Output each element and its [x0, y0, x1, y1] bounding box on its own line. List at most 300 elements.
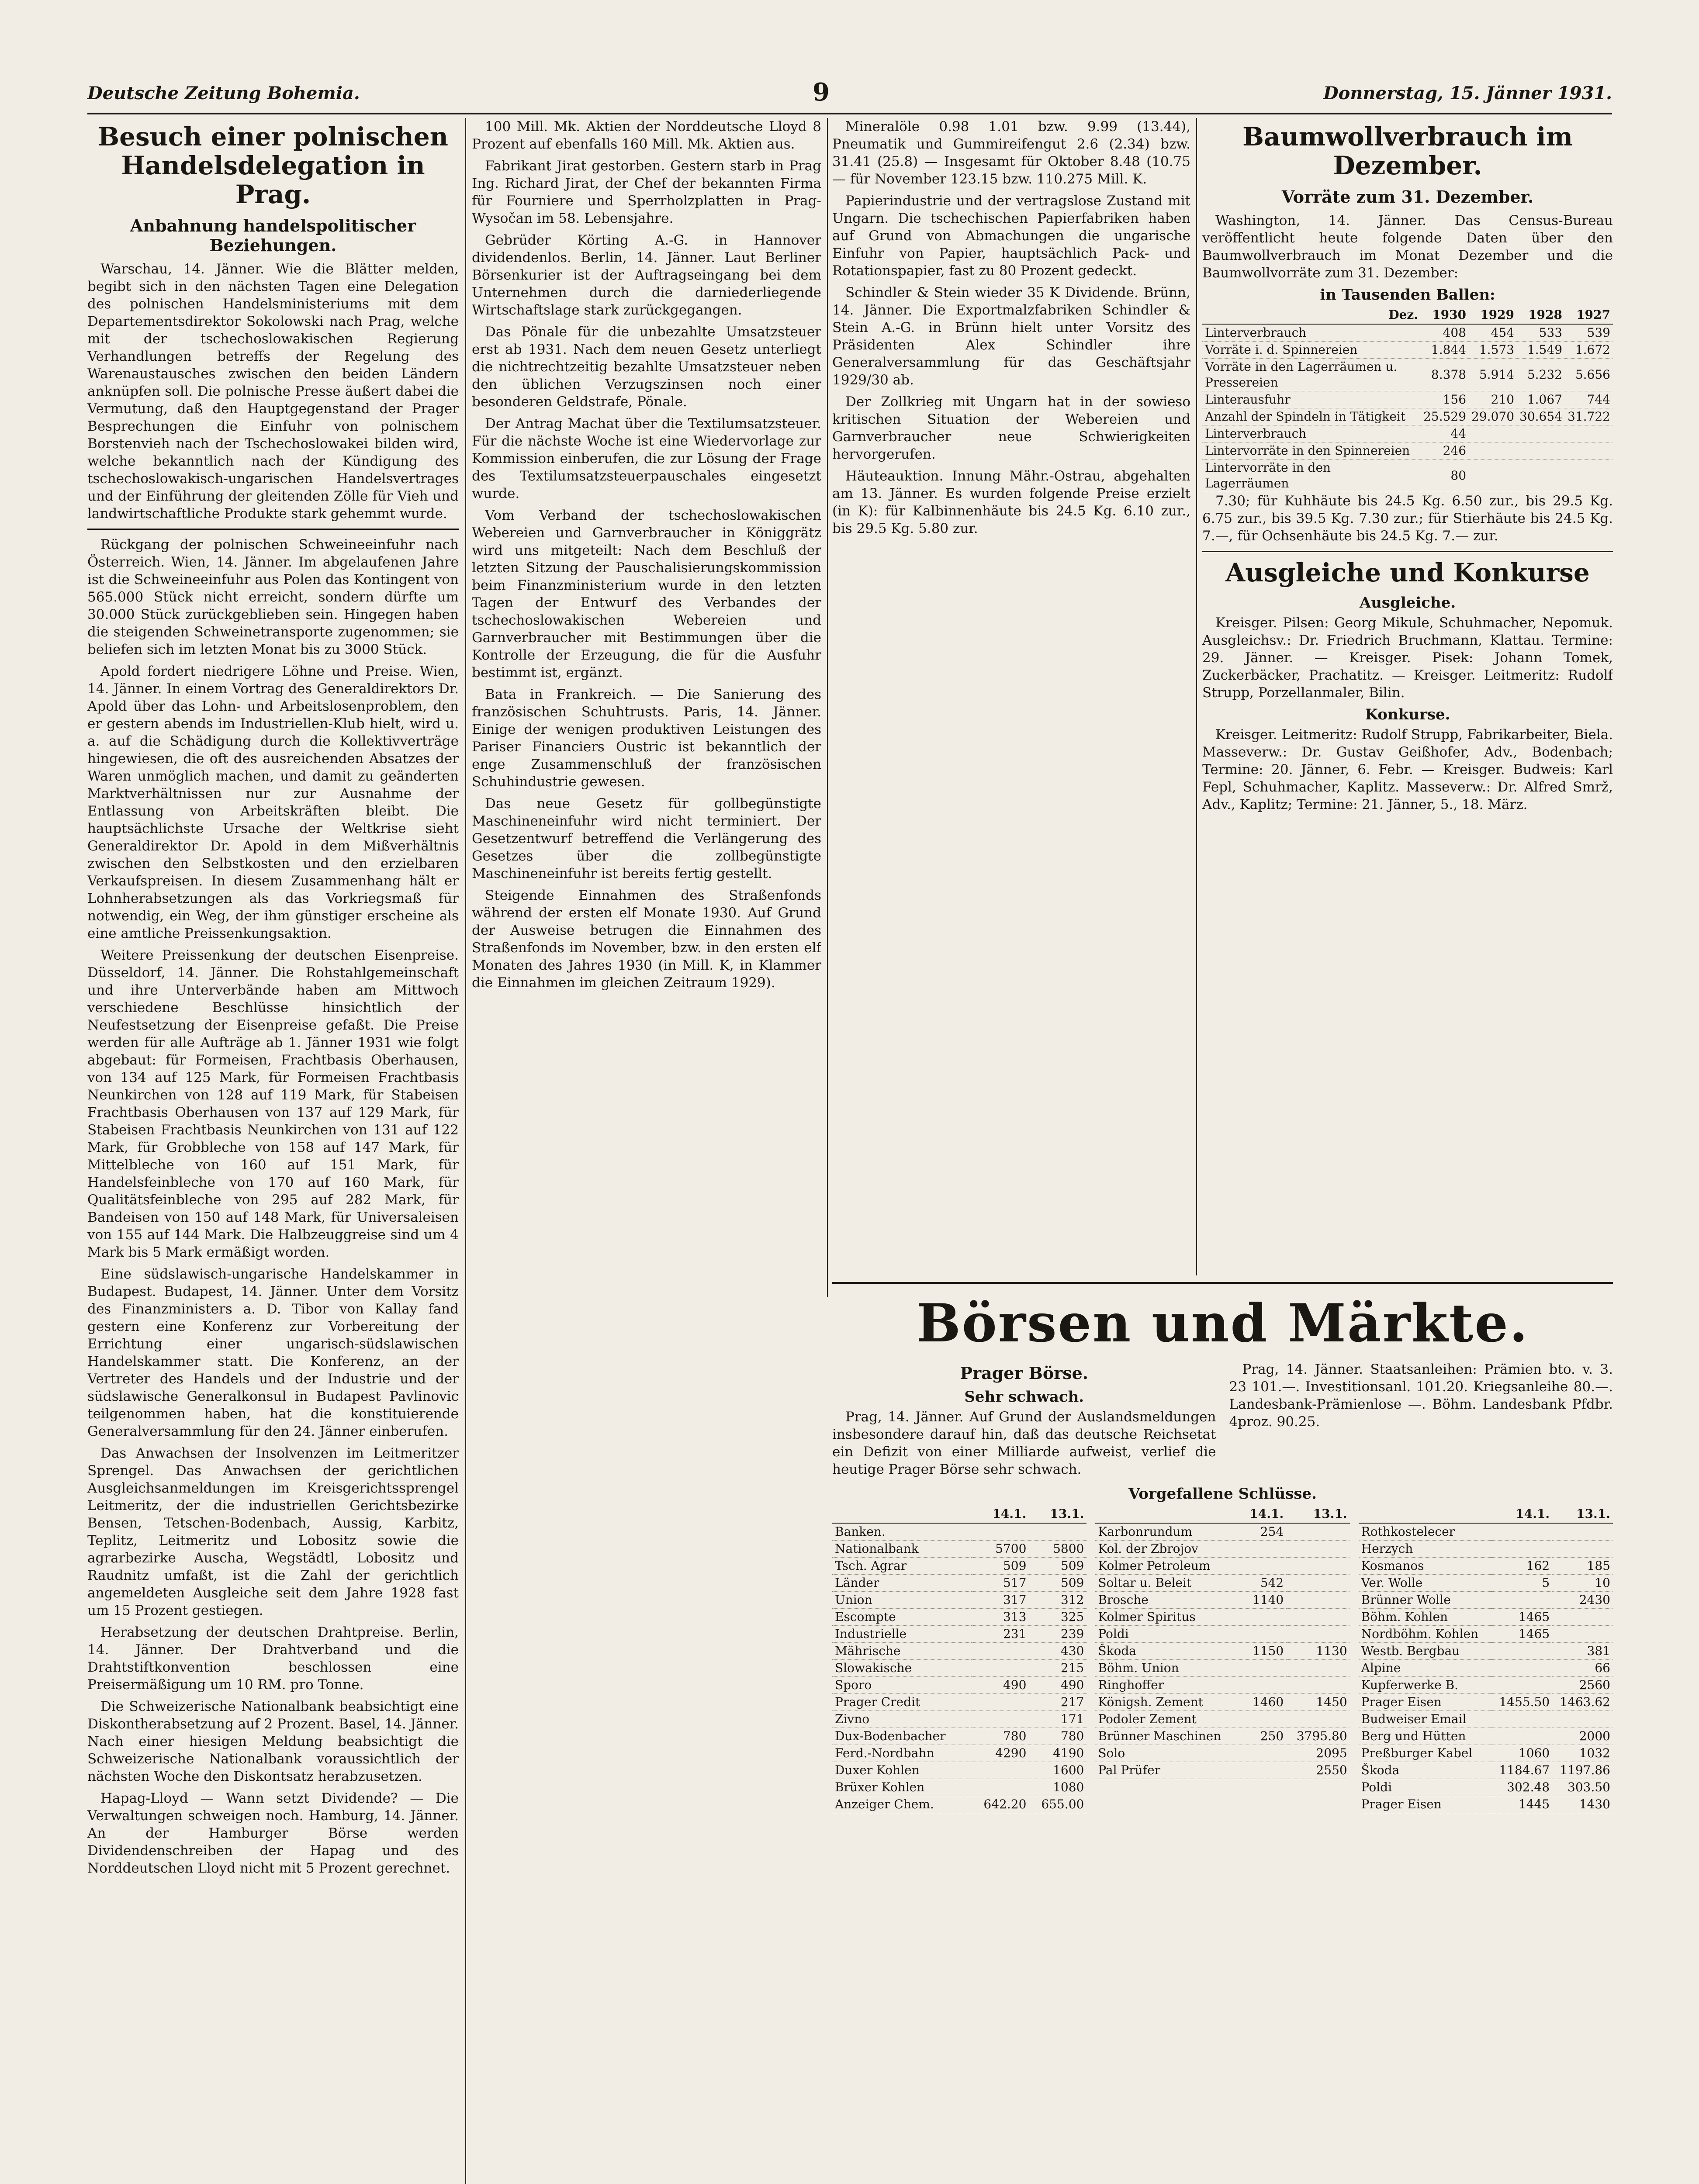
- table-cell: Dux-Bodenbacher: [832, 1728, 971, 1745]
- table-cell: 5800: [1029, 1541, 1087, 1558]
- table-cell: [1565, 425, 1613, 442]
- table-row: [832, 1796, 1087, 1813]
- table-row: [1359, 1523, 1613, 1541]
- table-header: 1930: [1421, 306, 1469, 324]
- article-paragraph: Die Schweizerische Nationalbank beabsichtigt eine Diskontherabsetzung auf 2 Prozent. Basel, 14. Jänner. Nach einer hiesigen Meldung beabsichtigt die Schweizerische Nationalbank voraussichtlich der nächsten Woche den Diskontsatz herabzusetzen.: [87, 1699, 459, 1784]
- table-cell: 1130: [1286, 1643, 1350, 1660]
- table-header: Dez.: [1202, 306, 1421, 324]
- table-cell: [1242, 1626, 1286, 1643]
- table-cell: 5.914: [1469, 359, 1517, 391]
- subhead-konkurse: Konkurse.: [1365, 706, 1450, 723]
- table-cell: [1517, 460, 1565, 492]
- table-cell: Herzych: [1359, 1541, 1492, 1558]
- section-title: Börsen und Märkte.: [916, 1292, 1529, 1354]
- table-cell: Anzahl der Spindeln in Tätigkeit: [1202, 408, 1421, 425]
- table-cell: [1242, 1745, 1286, 1762]
- table-cell: Kupferwerke B.: [1359, 1677, 1492, 1694]
- table-cell: Podoler Zement: [1095, 1711, 1242, 1728]
- table-cell: 302.48: [1491, 1779, 1552, 1796]
- column-rule: [827, 118, 828, 1297]
- table-cell: Vorräte in den Lagerräumen u. Pressereien: [1202, 359, 1421, 391]
- table-cell: [1469, 425, 1517, 442]
- stocks-table-left: [832, 1505, 1087, 1813]
- table-cell: 303.50: [1552, 1779, 1613, 1796]
- table-cell: 1455.50: [1491, 1694, 1552, 1711]
- table-cell: [1491, 1523, 1552, 1541]
- table-cell: 66: [1552, 1660, 1613, 1677]
- stocks-title: Vorgefallene Schlüsse.: [1128, 1485, 1317, 1503]
- article-paragraph: Eine südslawisch-ungarische Handelskammer in Budapest. Budapest, 14. Jänner. Unter dem Vorsitz des Finanzministers a. D. Tibor von Kallay fand gestern eine Konferenz zur Vorbereitung der Errichtung einer ungarisch-südslawischen Handelskammer statt. Die Konferenz, an der Vertreter des Handels und der Industrie und der südslawische Generalkonsul in Budapest Pavlinovic teilgenommen haben, hat die konstituierende Generalversammlung für den 24. Jänner einberufen.: [87, 1266, 459, 1439]
- table-header: 13.1.: [1029, 1505, 1087, 1523]
- table-cell: Westb. Bergbau: [1359, 1643, 1492, 1660]
- table-cell: [1242, 1541, 1286, 1558]
- table-row: [1095, 1575, 1350, 1592]
- table-row: [832, 1558, 1087, 1575]
- table-row: [832, 1779, 1087, 1796]
- table-cell: 10: [1552, 1575, 1613, 1592]
- table-cell: [1029, 1523, 1087, 1541]
- table-cell: 1.844: [1421, 342, 1469, 359]
- table-cell: [971, 1523, 1029, 1541]
- table-cell: [1242, 1677, 1286, 1694]
- table-cell: Prager Credit: [832, 1694, 971, 1711]
- table-cell: Alpine: [1359, 1660, 1492, 1677]
- table-row: [1359, 1779, 1613, 1796]
- masthead-rule: [87, 113, 1612, 114]
- table-cell: 5.656: [1565, 359, 1613, 391]
- table-cell: 539: [1565, 324, 1613, 342]
- table-cell: [971, 1779, 1029, 1796]
- article-paragraph: Vom Verband der tschechoslowakischen Webereien und Garnverbraucher in Königgrätz wird uns mitgeteilt: Nach dem Beschluß der letzten Sitzung der Pauschalisierungskommission beim Finanzministerium wurde in den letzten Tagen der Entwurf des Verbandes der tschechoslowakischen Webereien und Garnverbraucher mit Bestimmungen über die Kontrolle der Erzeugung, die für die Ausfuhr bestimmt ist, ergänzt.: [472, 508, 821, 681]
- table-cell: [971, 1643, 1029, 1660]
- table-cell: 1.067: [1517, 391, 1565, 408]
- table-cell: Poldi: [1095, 1626, 1242, 1643]
- table-cell: Brünner Maschinen: [1095, 1728, 1242, 1745]
- table-cell: [1552, 1711, 1613, 1728]
- table-row: [1095, 1626, 1350, 1643]
- stocks-table-middle: [1095, 1505, 1350, 1779]
- table-cell: [1286, 1558, 1350, 1575]
- table-cell: [1491, 1660, 1552, 1677]
- column-2: [472, 118, 821, 2184]
- article-paragraph: Apold fordert niedrigere Löhne und Preise. Wien, 14. Jänner. In einem Vortrag des Generaldirektors Dr. Apold über das Lohn- und Arbeitslosenproblem, den er gestern abends im Industriellen-Klub hielt, wird u. a. auf die Schädigung durch die Kollektivverträge hingewiesen, die oft des ausreichenden Absatzes der Waren unmöglich machen, und damit zu geänderten Marktverhältnissen nur zur Ausnahme der Entlassung von Arbeitskräften bleibt. Die hauptsächlichste Ursache der Weltkrise sieht Generaldirektor Dr. Apold in dem Mißverhältnis zwischen den Selbstkosten und den erzielbaren Verkaufspreisen. In diesem Zusammenhang hält er Lohnherabsetzungen als das Vorkriegsmaß für notwendig, ein Weg, der ihm günstiger erscheine als eine amtliche Preissenkungsaktion.: [87, 663, 459, 941]
- table-cell: 454: [1469, 324, 1517, 342]
- table-cell: [1491, 1592, 1552, 1609]
- article-paragraph: Herabsetzung der deutschen Drahtpreise. Berlin, 14. Jänner. Der Drahtverband und die Drahtstiftkonvention beschlossen eine Preisermäßigung um 10 RM. pro Tonne.: [87, 1624, 459, 1693]
- table-header: 13.1.: [1286, 1505, 1350, 1523]
- table-cell: [1565, 460, 1613, 492]
- table-row: [1095, 1745, 1350, 1762]
- article-paragraph: 100 Mill. Mk. Aktien der Norddeutsche Lloyd 8 Prozent auf ebenfalls 160 Mill. Mk. Aktien aus.: [472, 119, 821, 152]
- stocks-table-right: [1359, 1505, 1613, 1813]
- table-row: [1202, 442, 1613, 460]
- table-row: [832, 1541, 1087, 1558]
- table-cell: 1465: [1491, 1626, 1552, 1643]
- paper-name: Deutsche Zeitung Bohemia.: [87, 83, 360, 104]
- table-cell: Prager Eisen: [1359, 1796, 1492, 1813]
- table-header: 14.1.: [971, 1505, 1029, 1523]
- table-row: [1359, 1762, 1613, 1779]
- table-cell: [1286, 1660, 1350, 1677]
- bourse-text: Prag, 14. Jänner. Auf Grund der Auslandsmeldungen insbesondere darauf hin, daß das deutsche Reichsetat ein Defizit von einer Milliarde aufweist, verlief die heutige Prager Börse sehr schwach.: [832, 1409, 1216, 1477]
- table-cell: 250: [1242, 1728, 1286, 1745]
- subhead-ausgleiche: Ausgleiche.: [1359, 594, 1456, 612]
- article-paragraph: Schindler & Stein wieder 35 K Dividende. Brünn, 14. Jänner. Die Exportmalzfabriken Schindler & Stein A.-G. in Brünn hielt unter Vorsitz des Präsidenten Alex Schindler ihre Generalversammlung für das Geschäftsjahr 1929/30 ab.: [832, 285, 1190, 388]
- table-cell: [1242, 1711, 1286, 1728]
- table-cell: 254: [1242, 1523, 1286, 1541]
- table-row: [1359, 1660, 1613, 1677]
- table-cell: [1242, 1558, 1286, 1575]
- column-rule: [1196, 118, 1197, 1275]
- table-cell: [971, 1711, 1029, 1728]
- table-cell: [1469, 460, 1517, 492]
- table-cell: 30.654: [1517, 408, 1565, 425]
- table-cell: 4190: [1029, 1745, 1087, 1762]
- table-row: [1095, 1711, 1350, 1728]
- table-cell: Länder: [832, 1575, 971, 1592]
- table-row: [1202, 391, 1613, 408]
- table-cell: 217: [1029, 1694, 1087, 1711]
- table-row: [1359, 1728, 1613, 1745]
- table-cell: 1460: [1242, 1694, 1286, 1711]
- table-cell: 246: [1421, 442, 1469, 460]
- table-row: [1095, 1762, 1350, 1779]
- table-cell: Prager Eisen: [1359, 1694, 1492, 1711]
- table-cell: Brosche: [1095, 1592, 1242, 1609]
- article-paragraph: Das neue Gesetz für gollbegünstigte Maschineneinfuhr wird nicht terminiert. Der Gesetzentwurf betreffend die Verlängerung des Gesetzes über die zollbegünstigte Maschineneinfuhr ist bereits fertig gestellt.: [472, 796, 821, 881]
- table-cell: 1450: [1286, 1694, 1350, 1711]
- bourse-section: [832, 1286, 1613, 2184]
- table-cell: 5: [1491, 1575, 1552, 1592]
- table-cell: 5700: [971, 1541, 1029, 1558]
- table-row: [1202, 342, 1613, 359]
- table-row: [1202, 425, 1613, 442]
- table-cell: Duxer Kohlen: [832, 1762, 971, 1779]
- table-row: [1095, 1677, 1350, 1694]
- table-cell: Solo: [1095, 1745, 1242, 1762]
- table-row: [1202, 359, 1613, 391]
- table-cell: 490: [971, 1677, 1029, 1694]
- article-paragraph: Weitere Preissenkung der deutschen Eisenpreise. Düsseldorf, 14. Jänner. Die Rohstahlgemeinschaft und ihre Unterverbände haben am Mittwoch verschiedene Beschlüsse hinsichtlich der Neufestsetzung der Eisenpreise gefaßt. Die Preise werden für alle Aufträge ab 1. Jänner 1931 wie folgt abgebaut: für Formeisen, Frachtbasis Oberhausen, von 134 auf 125 Mark, für Formeisen Frachtbasis Neunkirchen von 128 auf 119 Mark, für Stabeisen Frachtbasis Oberhausen von 137 auf 129 Mark, für Stabeisen Frachtbasis Neunkirchen von 131 auf 122 Mark, für Grobbleche von 158 auf 147 Mark, für Mittelbleche von 160 auf 151 Mark, für Handelsfeinbleche von 170 auf 160 Mark, für Qualitätsfeinbleche von 295 auf 282 Mark, für Bandeisen von 150 auf 148 Mark, für Universaleisen von 155 auf 144 Mark. Die Halbzeuggreise sind um 4 Mark bis 5 Mark ermäßigt worden.: [87, 947, 459, 1260]
- table-cell: Kol. der Zbrojov: [1095, 1541, 1242, 1558]
- table-cell: 509: [1029, 1558, 1087, 1575]
- table-cell: 8.378: [1421, 359, 1469, 391]
- table-cell: [1552, 1523, 1613, 1541]
- table-cell: Königsh. Zement: [1095, 1694, 1242, 1711]
- table-cell: [1286, 1677, 1350, 1694]
- table-cell: [1286, 1626, 1350, 1643]
- table-cell: [1491, 1677, 1552, 1694]
- table-cell: [1286, 1609, 1350, 1626]
- table-cell: 780: [1029, 1728, 1087, 1745]
- table-cell: 642.20: [971, 1796, 1029, 1813]
- article-paragraph: Der Zollkrieg mit Ungarn hat in der sowieso kritischen Situation der Webereien und Garnverbraucher neue Schwierigkeiten hervorgerufen.: [832, 394, 1190, 462]
- table-row: [832, 1728, 1087, 1745]
- table-cell: 1150: [1242, 1643, 1286, 1660]
- table-cell: Kosmanos: [1359, 1558, 1492, 1575]
- table-row: [1095, 1558, 1350, 1575]
- table-cell: Škoda: [1095, 1643, 1242, 1660]
- table-cell: 2000: [1552, 1728, 1613, 1745]
- table-cell: 2430: [1552, 1592, 1613, 1609]
- table-cell: 1465: [1491, 1609, 1552, 1626]
- table-cell: 313: [971, 1609, 1029, 1626]
- table-cell: 3795.80: [1286, 1728, 1350, 1745]
- table-cell: 1.672: [1565, 342, 1613, 359]
- table-row: [1359, 1694, 1613, 1711]
- table-cell: 430: [1029, 1643, 1087, 1660]
- table-cell: [1552, 1626, 1613, 1643]
- table-row: [1095, 1523, 1350, 1541]
- table-cell: Linterausfuhr: [1202, 391, 1421, 408]
- table-row: [832, 1762, 1087, 1779]
- table-cell: Škoda: [1359, 1762, 1492, 1779]
- table-cell: 215: [1029, 1660, 1087, 1677]
- table-row: [832, 1745, 1087, 1762]
- table-header: [1359, 1505, 1492, 1523]
- bourse-sub: Sehr schwach.: [964, 1388, 1084, 1406]
- bourse-text-2: Prag, 14. Jänner. Staatsanleihen: Prämien bto. v. 3. 23 101.—. Investitionsanl. 101.20. Kriegsanleihe 80.—. Landesbank-Prämienlose —. Böhm. Landesbank Pfdbr. 4proz. 90.25.: [1229, 1362, 1613, 1430]
- table-cell: [1242, 1660, 1286, 1677]
- masthead: [87, 78, 1612, 109]
- table-cell: 185: [1552, 1558, 1613, 1575]
- table-cell: 80: [1421, 460, 1469, 492]
- table-cell: Linterverbrauch: [1202, 324, 1421, 342]
- table-cell: [1552, 1609, 1613, 1626]
- table-row: [1095, 1728, 1350, 1745]
- bourse-title: Prager Börse.: [960, 1363, 1088, 1383]
- table-row: [1359, 1796, 1613, 1813]
- table-cell: Rothkostelecer: [1359, 1523, 1492, 1541]
- table-row: [1359, 1626, 1613, 1643]
- table-cell: 1184.67: [1491, 1762, 1552, 1779]
- headline-konkurse: Ausgleiche und Konkurse: [1225, 558, 1590, 587]
- table-row: [1095, 1660, 1350, 1677]
- table-cell: 1032: [1552, 1745, 1613, 1762]
- table-row: [1359, 1745, 1613, 1762]
- subhead-cotton: Vorräte zum 31. Dezember.: [1281, 187, 1534, 207]
- table-cell: Böhm. Kohlen: [1359, 1609, 1492, 1626]
- divider: [87, 529, 459, 530]
- table-row: [1095, 1609, 1350, 1626]
- table-cell: 312: [1029, 1592, 1087, 1609]
- table-cell: 509: [971, 1558, 1029, 1575]
- column-3: [832, 118, 1190, 1275]
- table-row: [832, 1660, 1087, 1677]
- table-cell: [1286, 1575, 1350, 1592]
- table-row: [1359, 1541, 1613, 1558]
- table-cell: Karbonrundum: [1095, 1523, 1242, 1541]
- table-cell: Banken.: [832, 1523, 971, 1541]
- article-paragraph: Der Antrag Machat über die Textilumsatzsteuer. Für die nächste Woche ist eine Wiedervorlage zur Kommission einberufen, die zur Lösung der Frage des Textilumsatzsteuerpauschales eingesetzt wurde.: [472, 416, 821, 501]
- table-cell: 29.070: [1469, 408, 1517, 425]
- table-cell: Anzeiger Chem.: [832, 1796, 971, 1813]
- article-paragraph: Hapag-Lloyd — Wann setzt Dividende? — Die Verwaltungen schweigen noch. Hamburg, 14. Jänner. An der Hamburger Börse werden Dividendenschreiben der Hapag und des Norddeutschen Lloyd nicht mit 5 Prozent gerechnet.: [87, 1790, 459, 1876]
- table-cell: Lintervorräte in den Lagerräumen: [1202, 460, 1421, 492]
- table-cell: 542: [1242, 1575, 1286, 1592]
- table-cell: [1552, 1541, 1613, 1558]
- table-cell: Berg und Hütten: [1359, 1728, 1492, 1745]
- table-cell: [1286, 1592, 1350, 1609]
- table-cell: 2095: [1286, 1745, 1350, 1762]
- table-cell: 25.529: [1421, 408, 1469, 425]
- column-1: [87, 118, 459, 2184]
- table-row: [1202, 460, 1613, 492]
- table-row: [1359, 1575, 1613, 1592]
- table-cell: Slowakische: [832, 1660, 971, 1677]
- table-cell: Ringhoffer: [1095, 1677, 1242, 1694]
- table-row: [832, 1609, 1087, 1626]
- article-paragraph: Steigende Einnahmen des Straßenfonds während der ersten elf Monate 1930. Auf Grund der Ausweise betrugen die Einnahmen des Straßenfonds im November, bzw. in den ersten elf Monaten des Jahres 1930 (in Mill. K, in Klammer die Einnahmen im gleichen Zeitraum 1929).: [472, 888, 821, 991]
- table-cell: 4290: [971, 1745, 1029, 1762]
- table-row: [1359, 1558, 1613, 1575]
- table-cell: 1430: [1552, 1796, 1613, 1813]
- table-row: [1095, 1643, 1350, 1660]
- table-cell: 1060: [1491, 1745, 1552, 1762]
- table-header: [1095, 1505, 1242, 1523]
- table-cell: 1197.86: [1552, 1762, 1613, 1779]
- table-row: [1359, 1677, 1613, 1694]
- table-cell: 2550: [1286, 1762, 1350, 1779]
- table-cell: 210: [1469, 391, 1517, 408]
- table-cell: Brüxer Kohlen: [832, 1779, 971, 1796]
- article-paragraph: Bata in Frankreich. — Die Sanierung des französischen Schuhtrusts. Paris, 14. Jänner. Einige der wenigen produktiven Leistungen des Pariser Financiers Oustric ist bekanntlich der enge Zusammenschluß der französischen Schuhindustrie gewesen.: [472, 687, 821, 790]
- article-paragraph: Mineralöle 0.98 1.01 bzw. 9.99 (13.44), Pneumatik und Gummireifengut 2.6 (2.34) bzw. 31.41 (25.8) — Insgesamt für Oktober 8.48 (10.75 — für November 123.15 bzw. 110.275 Mill. K.: [832, 119, 1190, 187]
- table-cell: 325: [1029, 1609, 1087, 1626]
- table-cell: 239: [1029, 1626, 1087, 1643]
- table-cell: [1469, 442, 1517, 460]
- table-cell: [971, 1660, 1029, 1677]
- table-cell: Kolmer Petroleum: [1095, 1558, 1242, 1575]
- ausgleiche-text: Kreisger. Pilsen: Georg Mikule, Schuhmacher, Nepomuk. Ausgleichsv.: Dr. Friedrich Bruchmann, Klattau. Termine: 29. Jänner. — Kreisger. Pisek: Johann Tomek, Zuckerbäcker, Prachatitz. — Kreisger. Leitmeritz: Rudolf Strupp, Porzellanmaler, Bilin.: [1202, 615, 1613, 701]
- table-cell: [1491, 1728, 1552, 1745]
- issue-date: Donnerstag, 15. Jänner 1931.: [1323, 83, 1612, 104]
- table-header: 14.1.: [1242, 1505, 1286, 1523]
- konkurse-text: Kreisger. Leitmeritz: Rudolf Strupp, Fabrikarbeiter, Biela. Masseverw.: Dr. Gustav Geißhofer, Adv., Bodenbach; Termine: 20. Jänner, 6. Febr. — Kreisger. Budweis: Karl Fepl, Schuhmacher, Kaplitz. Masseverw.: Dr. Alfred Smrž, Adv., Kaplitz; Termine: 21. Jänner, 5., 18. März.: [1202, 727, 1613, 812]
- table-cell: Pal Prüfer: [1095, 1762, 1242, 1779]
- table-cell: Nordböhm. Kohlen: [1359, 1626, 1492, 1643]
- table-cell: Linterverbrauch: [1202, 425, 1421, 442]
- table-cell: 5.232: [1517, 359, 1565, 391]
- table-cell: 655.00: [1029, 1796, 1087, 1813]
- table-cell: 1080: [1029, 1779, 1087, 1796]
- table-cell: 1600: [1029, 1762, 1087, 1779]
- table-cell: Escompte: [832, 1609, 971, 1626]
- table-header: 1928: [1517, 306, 1565, 324]
- table-row: [832, 1626, 1087, 1643]
- article-paragraph: Rückgang der polnischen Schweineeinfuhr nach Österreich. Wien, 14. Jänner. Im abgelaufenen Jahre ist die Schweineeinfuhr aus Polen das Kontingent von 565.000 Stück nicht erreicht, sondern dürfte um 30.000 Stück zurückgeblieben sein. Hingegen haben die steigenden Schweinetransporte zugenommen; sie beliefen sich im letzten Monat bis zu 3000 Stück.: [87, 537, 459, 657]
- table-header: [832, 1505, 971, 1523]
- table-row: [832, 1575, 1087, 1592]
- table-cell: 381: [1552, 1643, 1613, 1660]
- table-cell: [1517, 442, 1565, 460]
- table-header: 14.1.: [1491, 1505, 1552, 1523]
- table-row: [832, 1711, 1087, 1728]
- table-cell: 509: [1029, 1575, 1087, 1592]
- table-row: [1359, 1711, 1613, 1728]
- table-cell: 517: [971, 1575, 1029, 1592]
- table-cell: Böhm. Union: [1095, 1660, 1242, 1677]
- stocks-grid: [832, 1505, 1613, 1813]
- table-cell: 408: [1421, 324, 1469, 342]
- page-number: 9: [813, 78, 830, 107]
- table-cell: Union: [832, 1592, 971, 1609]
- table-cell: Ferd.-Nordbahn: [832, 1745, 971, 1762]
- table-cell: [971, 1694, 1029, 1711]
- table-cell: Soltar u. Beleit: [1095, 1575, 1242, 1592]
- table-header: 13.1.: [1552, 1505, 1613, 1523]
- table-row: [1095, 1541, 1350, 1558]
- table-cell: 533: [1517, 324, 1565, 342]
- article-paragraph: Papierindustrie und der vertragslose Zustand mit Ungarn. Die tschechischen Papierfabriken haben auf Grund von Abmachungen die ungarische Einfuhr von Papier, hauptsächlich Pack- und Rotationspapier, fast zu 80 Prozent gedeckt.: [832, 193, 1190, 279]
- table-cell: 744: [1565, 391, 1613, 408]
- table-cell: Kolmer Spiritus: [1095, 1609, 1242, 1626]
- table-row: [832, 1694, 1087, 1711]
- article-paragraph: Das Anwachsen der Insolvenzen im Leitmeritzer Sprengel. Das Anwachsen der gerichtlichen Ausgleichsanmeldungen im Kreisgerichtssprengel Leitmeritz, der die industriellen Gerichtsbezirke Bensen, Tetschen-Bodenbach, Aussig, Karbitz, Teplitz, Leitmeritz und Lobositz sowie die agrarbezirke Auscha, Wegstädtl, Lobositz und Raudnitz umfaßt, ist die Zahl der gerichtlich angemeldeten Ausgleiche seit dem Jahre 1928 fast um 15 Prozent gestiegen.: [87, 1445, 459, 1618]
- divider: [1202, 551, 1613, 552]
- table-row: [832, 1643, 1087, 1660]
- table-cell: 44: [1421, 425, 1469, 442]
- table-header: 1927: [1565, 306, 1613, 324]
- table-cell: 490: [1029, 1677, 1087, 1694]
- table-header: 1929: [1469, 306, 1517, 324]
- article-paragraph: Warschau, 14. Jänner. Wie die Blätter melden, begibt sich in den nächsten Tagen eine Delegation des polnischen Handelsministeriums mit dem Departementsdirektor Sokolowski nach Prag, welche mit der tschechoslowakischen Regierung Verhandlungen betreffs der Regelung des Warenaustausches zwischen den beiden Ländern anknüpfen soll. Die polnische Presse äußert dabei die Vermutung, daß den Hauptgegenstand der Prager Besprechungen die Einfuhr von polnischem Borstenvieh nach der Tschechoslowakei bilden wird, welche bekanntlich nach der Kündigung des tschechoslowakisch-ungarischen Handelsvertrages und der Einführung der gleitenden Zölle für Vieh und landwirtschaftliche Produkte stark gehemmt wurde.: [87, 261, 459, 522]
- table-cell: 780: [971, 1728, 1029, 1745]
- table-cell: [1565, 442, 1613, 460]
- table-cell: [1286, 1541, 1350, 1558]
- table-cell: Zivno: [832, 1711, 971, 1728]
- table-row: [1095, 1694, 1350, 1711]
- table-row: [1359, 1592, 1613, 1609]
- table-cell: [1242, 1762, 1286, 1779]
- article-paragraph: Das Pönale für die unbezahlte Umsatzsteuer erst ab 1931. Nach dem neuen Gesetz unterliegt die nichtrechtzeitig bezahlte Umsatzsteuer neben den üblichen Verzugszinsen noch einer besonderen Geldstrafe, Pönale.: [472, 324, 821, 410]
- article-paragraph: Fabrikant Jirat gestorben. Gestern starb in Prag Ing. Richard Jirat, der Chef der bekannten Firma für Fourniere und Sperrholzplatten in Prag-Wysočan im 58. Lebensjahre.: [472, 158, 821, 226]
- table-cell: Tsch. Agrar: [832, 1558, 971, 1575]
- column-4: [1202, 118, 1613, 1275]
- table-cell: [1517, 425, 1565, 442]
- table-cell: Sporo: [832, 1677, 971, 1694]
- headline-cotton: Baumwollverbrauch im Dezember.: [1242, 122, 1573, 180]
- table-cell: [1242, 1609, 1286, 1626]
- table-cell: 231: [971, 1626, 1029, 1643]
- table-cell: Mährische: [832, 1643, 971, 1660]
- table-cell: [1491, 1711, 1552, 1728]
- table-cell: 171: [1029, 1711, 1087, 1728]
- table-cell: 31.722: [1565, 408, 1613, 425]
- headline-polish-delegation: Besuch einer polnischen Handelsdelegation in Prag.: [98, 122, 448, 209]
- table-row: [832, 1592, 1087, 1609]
- table-cell: 317: [971, 1592, 1029, 1609]
- table-cell: 1.573: [1469, 342, 1517, 359]
- table-cell: [1491, 1643, 1552, 1660]
- table-cell: Ver. Wolle: [1359, 1575, 1492, 1592]
- table-cell: Nationalbank: [832, 1541, 971, 1558]
- table-cell: 1.549: [1517, 342, 1565, 359]
- table-cell: [1286, 1523, 1350, 1541]
- table-cell: Preßburger Kabel: [1359, 1745, 1492, 1762]
- market-text: 7.30; für Kuhhäute bis 24.5 Kg. 6.50 zur., bis 29.5 Kg. 6.75 zur., bis 39.5 Kg. 7.30 zur.; für Stierhäute bis 24.5 Kg. 7.—, für Ochsenhäute bis 24.5 Kg. 7.— zur.: [1202, 493, 1613, 544]
- table-cell: Poldi: [1359, 1779, 1492, 1796]
- table-row: [1359, 1643, 1613, 1660]
- subhead-polish-delegation: Anbahnung handelspolitischer Beziehungen.: [130, 216, 416, 255]
- table-row: [1359, 1609, 1613, 1626]
- table-row: [1202, 408, 1613, 425]
- table-cell: 1445: [1491, 1796, 1552, 1813]
- table-cell: 162: [1491, 1558, 1552, 1575]
- article-paragraph: Häuteauktion. Innung Mähr.-Ostrau, abgehalten am 13. Jänner. Es wurden folgende Preise erzielt (in K): für Kalbinnenhäute bis 24.5 Kg. 6.10 zur., bis 29.5 Kg. 5.80 zur.: [832, 468, 1190, 536]
- table-cell: [1491, 1541, 1552, 1558]
- table-cell: Budweiser Email: [1359, 1711, 1492, 1728]
